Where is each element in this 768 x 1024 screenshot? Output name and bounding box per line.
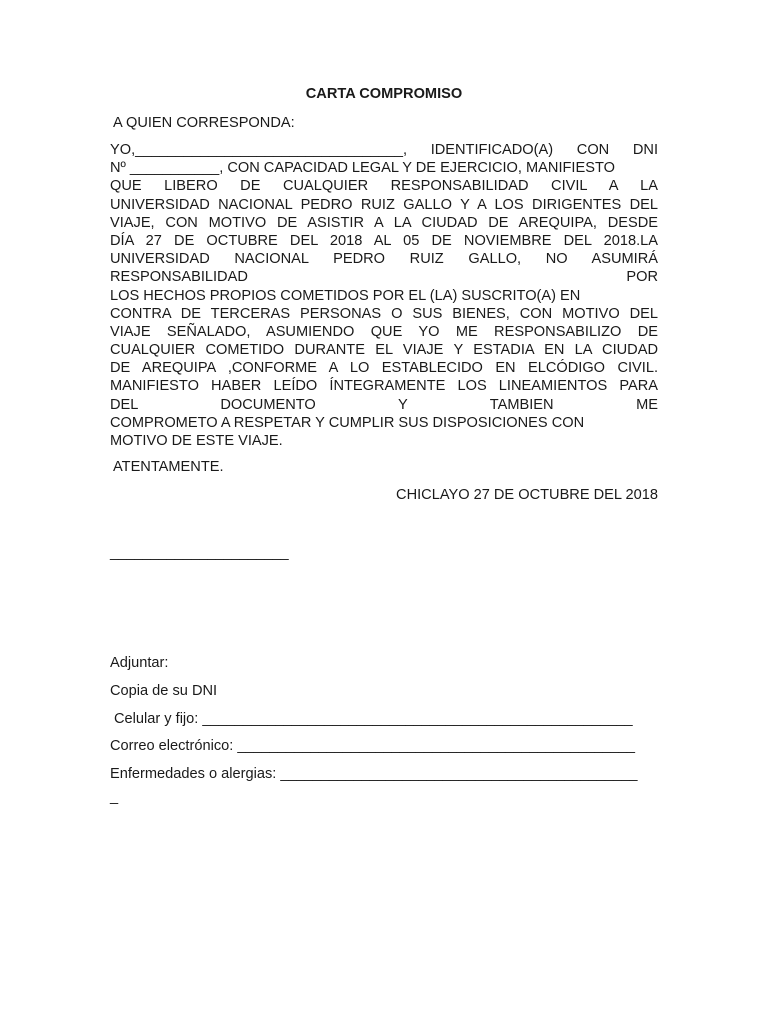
- trailing-underscore: _: [110, 789, 119, 805]
- body-line: COMPROMETO A RESPETAR Y CUMPLIR SUS DISPOSICIONES CON: [110, 414, 585, 431]
- place-and-date: CHICLAYO 27 DE OCTUBRE DEL 2018: [396, 487, 658, 503]
- body-line: LOS HECHOS PROPIOS COMETIDOS POR EL (LA) SUSCRITO(A) EN: [110, 287, 581, 304]
- body-line: VIAJE SEÑALADO, ASUMIENDO QUE YO ME RESPONSABILIZO DE: [110, 323, 658, 340]
- document-title: CARTA COMPROMISO: [305, 86, 463, 102]
- phone-field-line: Celular y fijo: _____________________________________________________: [114, 711, 633, 727]
- body-line: DEL DOCUMENTO Y TAMBIEN ME: [110, 396, 658, 413]
- annex-item-dni: Copia de su DNI: [110, 683, 218, 699]
- signature-line: ______________________: [110, 545, 289, 561]
- body-line: MANIFIESTO HABER LEÍDO ÍNTEGRAMENTE LOS LINEAMIENTOS PARA: [110, 378, 658, 395]
- closing: ATENTAMENTE.: [113, 459, 224, 475]
- illness-field-line: Enfermedades o alergias: ____________________________________________: [110, 766, 638, 782]
- body-line: VIAJE, CON MOTIVO DE ASISTIR A LA CIUDAD DE AREQUIPA, DESDE: [110, 214, 658, 231]
- body-line: CUALQUIER COMETIDO DURANTE EL VIAJE Y ESTADIA EN LA CIUDAD: [110, 342, 658, 359]
- body-line: CONTRA DE TERCERAS PERSONAS O SUS BIENES, CON MOTIVO DEL: [110, 305, 658, 322]
- body-line: Nº ___________, CON CAPACIDAD LEGAL Y DE EJERCICIO, MANIFIESTO: [110, 160, 615, 177]
- email-field-line: Correo electrónico: _________________________________________________: [110, 738, 636, 754]
- annex-heading: Adjuntar:: [110, 655, 169, 671]
- body-line: DE AREQUIPA ,CONFORME A LO ESTABLECIDO EN ELCÓDIGO CIVIL.: [110, 360, 658, 377]
- body-line: RESPONSABILIDAD POR: [110, 269, 658, 286]
- body-line: DÍA 27 DE OCTUBRE DEL 2018 AL 05 DE NOVIEMBRE DEL 2018.LA: [110, 232, 658, 249]
- body-line: MOTIVO DE ESTE VIAJE.: [110, 433, 283, 449]
- body-line: QUE LIBERO DE CUALQUIER RESPONSABILIDAD CIVIL A LA: [110, 178, 658, 195]
- body-line: UNIVERSIDAD NACIONAL PEDRO RUIZ GALLO Y A LOS DIRIGENTES DEL: [110, 196, 658, 213]
- letter-body: [110, 141, 658, 450]
- body-line: UNIVERSIDAD NACIONAL PEDRO RUIZ GALLO, NO ASUMIRÁ: [110, 251, 658, 268]
- body-line: YO,_________________________________, IDENTIFICADO(A) CON DNI: [110, 142, 658, 158]
- salutation: A QUIEN CORRESPONDA:: [113, 115, 295, 131]
